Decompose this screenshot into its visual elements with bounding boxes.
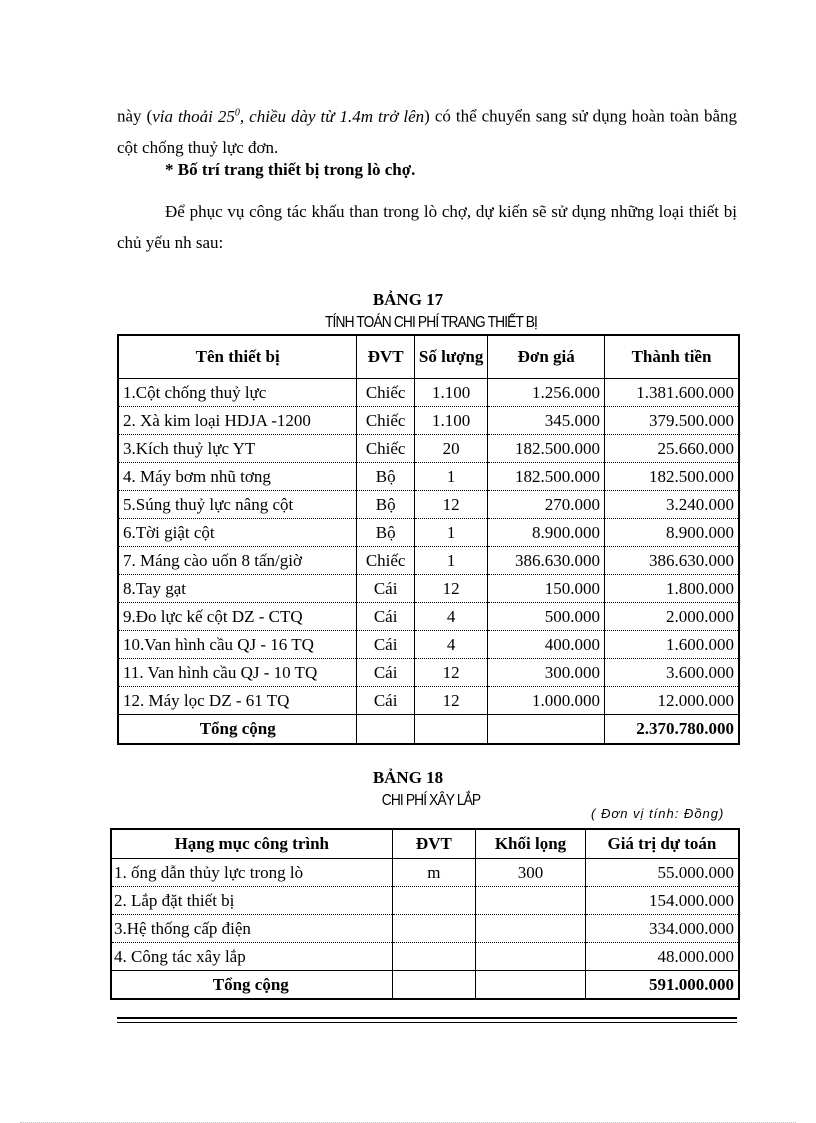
equipment-cost-table	[117, 334, 740, 745]
table-cell: 12	[414, 659, 488, 687]
table-cell: 182.500.000	[605, 463, 739, 491]
table-cell: 4. Máy bơm nhũ tơng	[118, 463, 357, 491]
table-cell: Cái	[357, 659, 414, 687]
total-value: 591.000.000	[585, 971, 739, 1000]
col-header-estimate: Giá trị dự toán	[585, 829, 739, 859]
col-header-item: Hạng mục công trình	[111, 829, 392, 859]
table-cell: 3.600.000	[605, 659, 739, 687]
table-cell: 8.900.000	[488, 519, 605, 547]
table-cell: 1	[414, 519, 488, 547]
table-header-row	[111, 829, 739, 859]
table-cell: Chiếc	[357, 547, 414, 575]
table-cell: Bộ	[357, 491, 414, 519]
footer-rule-thick	[117, 1017, 737, 1019]
table-cell: 1.100	[414, 379, 488, 407]
table-cell: 4. Công tác xây lắp	[111, 943, 392, 971]
table-cell: 6.Tời giật cột	[118, 519, 357, 547]
table-row	[118, 435, 739, 463]
table-cell: 20	[414, 435, 488, 463]
table-cell: Bộ	[357, 519, 414, 547]
table-cell	[476, 915, 586, 943]
table-total-row	[111, 971, 739, 1000]
table-cell: 55.000.000	[585, 859, 739, 887]
table-cell: 182.500.000	[488, 463, 605, 491]
table-cell: 300.000	[488, 659, 605, 687]
table-cell: Chiếc	[357, 407, 414, 435]
table-cell: 1.800.000	[605, 575, 739, 603]
table-cell: 1	[414, 463, 488, 491]
table-cell: 1.600.000	[605, 631, 739, 659]
table-cell: 386.630.000	[605, 547, 739, 575]
col-header-quantity: Số lượng	[414, 335, 488, 379]
table-cell: 9.Đo lực kế cột DZ - CTQ	[118, 603, 357, 631]
table-cell: 12	[414, 687, 488, 715]
table-cell: 4	[414, 603, 488, 631]
table-cell	[392, 887, 476, 915]
col-header-name: Tên thiết bị	[118, 335, 357, 379]
table-cell: 2. Xà kim loại HDJA -1200	[118, 407, 357, 435]
table-cell: 7. Máng cào uốn 8 tấn/giờ	[118, 547, 357, 575]
table-cell	[392, 915, 476, 943]
table-row	[111, 915, 739, 943]
table-cell: 1.000.000	[488, 687, 605, 715]
table-cell: 154.000.000	[585, 887, 739, 915]
table-cell: Chiếc	[357, 379, 414, 407]
table-row	[118, 547, 739, 575]
table-row	[118, 407, 739, 435]
table-cell: 500.000	[488, 603, 605, 631]
table-cell: 1	[414, 547, 488, 575]
table-cell: Cái	[357, 631, 414, 659]
col-header-unit: ĐVT	[392, 829, 476, 859]
table-cell: 1.381.600.000	[605, 379, 739, 407]
table-row	[118, 379, 739, 407]
table-row	[118, 687, 739, 715]
table-cell: 8.Tay gạt	[118, 575, 357, 603]
table18-title: BẢNG 18	[372, 768, 444, 787]
table-cell: 1.Cột chống thuỷ lực	[118, 379, 357, 407]
table-row	[118, 519, 739, 547]
table-row	[118, 603, 739, 631]
col-header-unit: ĐVT	[357, 335, 414, 379]
table-cell: 1.256.000	[488, 379, 605, 407]
col-header-amount: Thành tiền	[605, 335, 739, 379]
table-cell: Cái	[357, 575, 414, 603]
unit-note: ( Đơn vị tính: Đồng)	[591, 806, 725, 821]
table-cell: m	[392, 859, 476, 887]
table-row	[111, 859, 739, 887]
total-label: Tổng cộng	[111, 971, 392, 1000]
table-cell: 48.000.000	[585, 943, 739, 971]
construction-cost-table	[110, 828, 740, 1000]
table-cell: 1. ống dẫn thủy lực trong lò	[111, 859, 392, 887]
paragraph-intro: này (vỉa thoải $25^0$, chiều dày từ 1.4m trở lên) có thể chuyển sang sử dụng hoàn toàn bằng cột chống thuỷ lực đơn.	[117, 106, 738, 157]
table-cell: 11. Van hình cầu QJ - 10 TQ	[118, 659, 357, 687]
table-cell: 1.100	[414, 407, 488, 435]
table-cell: 3.240.000	[605, 491, 739, 519]
table17-title: BẢNG 17	[372, 290, 444, 309]
table-cell: 25.660.000	[605, 435, 739, 463]
table-cell: 12	[414, 575, 488, 603]
table-cell	[476, 887, 586, 915]
table17-subtitle: TÍNH TOÁN CHI PHÍ TRANG THIẾT BỊ	[324, 314, 538, 331]
table-cell: 3.Kích thuỷ lực YT	[118, 435, 357, 463]
table-cell: Bộ	[357, 463, 414, 491]
table-cell: 386.630.000	[488, 547, 605, 575]
table-cell: 12. Máy lọc DZ - 61 TQ	[118, 687, 357, 715]
table-cell: 300	[476, 859, 586, 887]
table-cell: 334.000.000	[585, 915, 739, 943]
table-header-row	[118, 335, 739, 379]
table-cell: 8.900.000	[605, 519, 739, 547]
table-cell: 270.000	[488, 491, 605, 519]
table-cell: 12	[414, 491, 488, 519]
table-cell: 182.500.000	[488, 435, 605, 463]
table-cell	[476, 943, 586, 971]
table-cell: 3.Hệ thống cấp điện	[111, 915, 392, 943]
table-row	[111, 887, 739, 915]
table18-subtitle: CHI PHÍ XÂY LẮP	[381, 792, 481, 809]
table-row	[118, 575, 739, 603]
table-cell: 379.500.000	[605, 407, 739, 435]
table-row	[111, 943, 739, 971]
table-cell: 10.Van hình cầu QJ - 16 TQ	[118, 631, 357, 659]
table-cell: 2. Lắp đặt thiết bị	[111, 887, 392, 915]
table-cell: 5.Súng thuỷ lực nâng cột	[118, 491, 357, 519]
col-header-unit-price: Đơn giá	[488, 335, 605, 379]
table-row	[118, 631, 739, 659]
table-cell: 12.000.000	[605, 687, 739, 715]
table-cell: 2.000.000	[605, 603, 739, 631]
table-cell: 345.000	[488, 407, 605, 435]
table-row	[118, 659, 739, 687]
table-cell: 4	[414, 631, 488, 659]
col-header-volume: Khối lọng	[476, 829, 586, 859]
total-label: Tổng cộng	[118, 715, 357, 745]
table-row	[118, 463, 739, 491]
table-cell: 150.000	[488, 575, 605, 603]
total-value: 2.370.780.000	[605, 715, 739, 745]
table-cell: Chiếc	[357, 435, 414, 463]
table-cell: Cái	[357, 603, 414, 631]
table-cell: 400.000	[488, 631, 605, 659]
table-total-row	[118, 715, 739, 745]
footer-rule-thin	[117, 1022, 737, 1023]
table-row	[118, 491, 739, 519]
table-cell: Cái	[357, 687, 414, 715]
italic-condition: vỉa thoải $25^0$, chiều dày từ 1.4m trở lên	[152, 106, 425, 126]
table-cell	[392, 943, 476, 971]
paragraph-equipment: Để phục vụ công tác khấu than trong lò chợ, dự kiến sẽ sử dụng những loại thiết bị chủ yếu nh sau:	[117, 202, 737, 252]
section-heading: * Bố trí trang thiết bị trong lò chợ.	[165, 160, 416, 179]
